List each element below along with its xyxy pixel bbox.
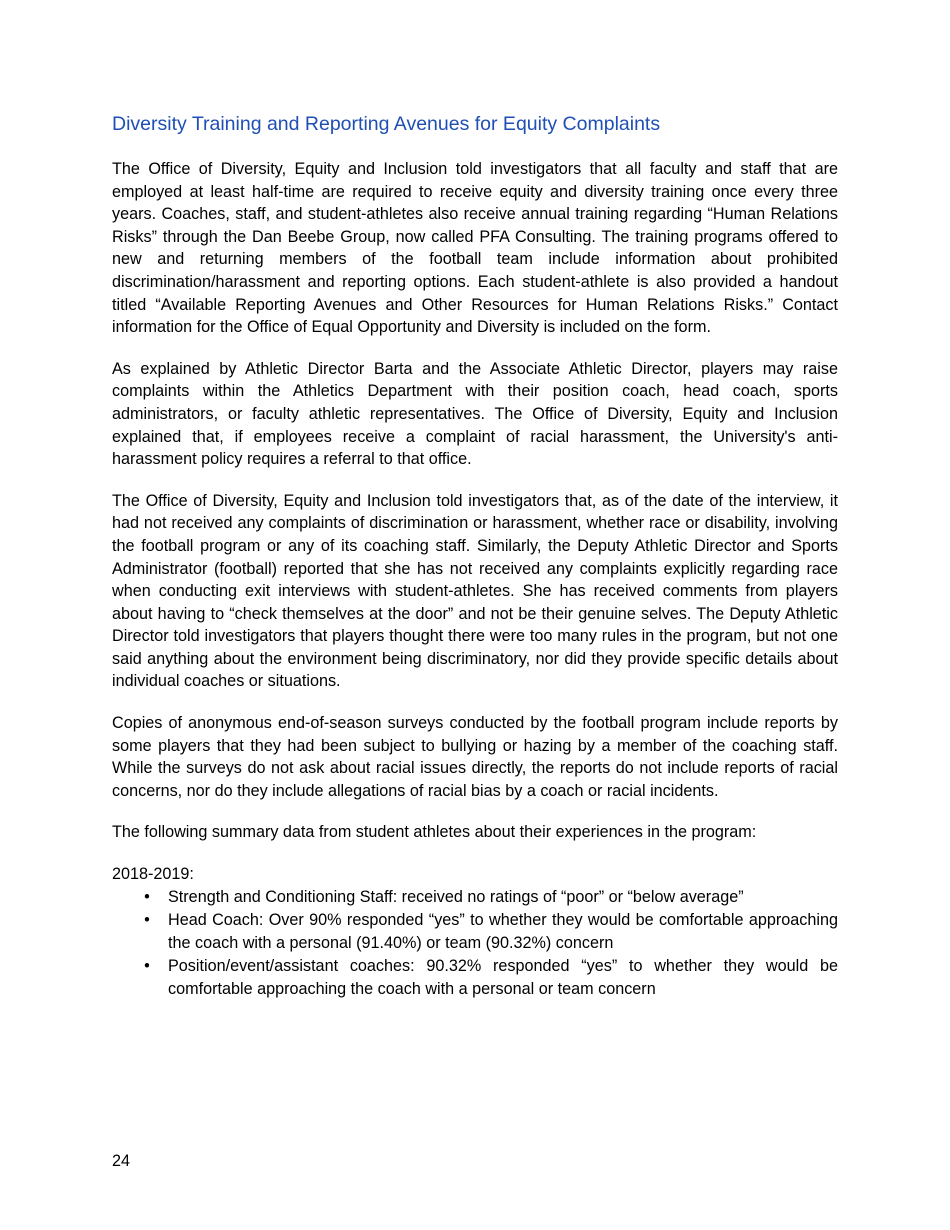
list-item-text: Head Coach: Over 90% responded “yes” to whether they would be comfortable approaching the coach with a personal (91.40%) or team (90.32%) concern [168, 911, 838, 952]
paragraph-summary-intro: The following summary data from student athletes about their experiences in the program: [112, 823, 757, 842]
bullet-icon: • [144, 887, 150, 906]
list-item [112, 909, 838, 954]
year-label: 2018-2019: [112, 865, 194, 884]
paragraph-complaint-avenues: As explained by Athletic Director Barta and the Associate Athletic Director, players may raise complaints within the Athletics Department with their position coach, head coach, sports administrators, or faculty athletic representatives. The Office of Diversity, Equity and Inclusion explained that, if employees receive a complaint of racial harassment, the University's anti-harassment policy requires a referral to that office. [112, 359, 838, 469]
survey-results-list [112, 886, 838, 1001]
bullet-icon: • [144, 911, 150, 930]
list-item-text: Strength and Conditioning Staff: received no ratings of “poor” or “below average” [168, 887, 744, 906]
paragraph-surveys: Copies of anonymous end-of-season surveys conducted by the football program include reports by some players that they had been subject to bullying or hazing by a member of the coaching staff. While the surveys do not ask about racial issues directly, the reports do not include reports of racial concerns, nor do they include allegations of racial bias by a coach or racial incidents. [112, 714, 838, 800]
section-heading: Diversity Training and Reporting Avenues for Equity Complaints [112, 113, 661, 135]
paragraph-no-complaints: The Office of Diversity, Equity and Inclusion told investigators that, as of the date of the interview, it had not received any complaints of discrimination or harassment, whether race or disability, involving the football program or any of its coaching staff. Similarly, the Deputy Athletic Director and Sports Administrator (football) reported that she has not received any complaints explicitly regarding race when conducting exit interviews with student-athletes. She has received comments from players about having to “check themselves at the door” and not be their genuine selves. The Deputy Athletic Director told investigators that players thought there were too many rules in the program, but not one said anything about the environment being discriminatory, nor did they provide specific details about individual coaches or situations. [112, 491, 838, 691]
list-item-text: Position/event/assistant coaches: 90.32% responded “yes” to whether they would be comfortable approaching the coach with a personal or team concern [168, 957, 838, 998]
bullet-icon: • [144, 957, 150, 976]
page-number: 24 [112, 1152, 131, 1170]
paragraph-training: The Office of Diversity, Equity and Inclusion told investigators that all faculty and staff that are employed at least half-time are required to receive equity and diversity training once every three years. Coaches, staff, and student-athletes also receive annual training regarding “Human Relations Risks” through the Dan Beebe Group, now called PFA Consulting. The training programs offered to new and returning members of the football team include information about prohibited discrimination/harassment and reporting options. Each student-athlete is also provided a handout titled “Available Reporting Avenues and Other Resources for Human Relations Risks.” Contact information for the Office of Equal Opportunity and Diversity is included on the form. [112, 160, 838, 337]
list-item [112, 886, 838, 909]
list-item [112, 955, 838, 1000]
document-page [112, 110, 838, 1002]
